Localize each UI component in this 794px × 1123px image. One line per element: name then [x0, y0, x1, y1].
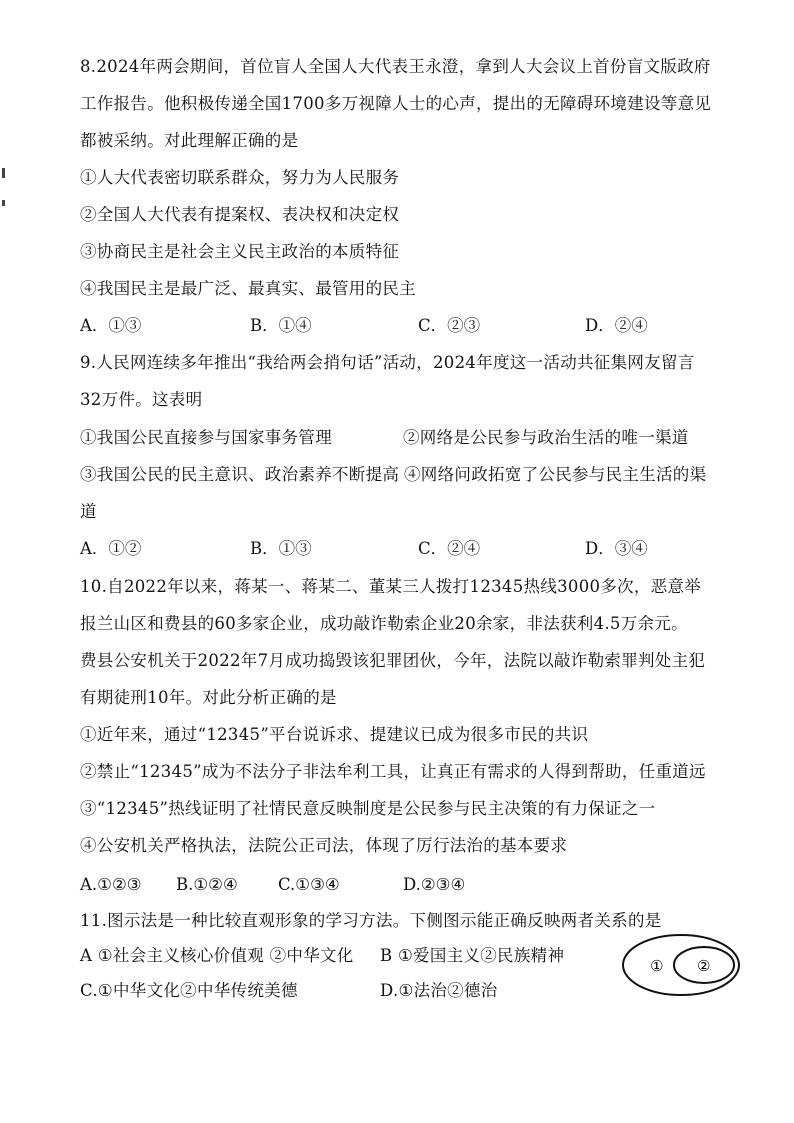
q11-option-d[interactable]: D.①法治②德治: [380, 981, 498, 1000]
q9-stem-line-2: 32万件。这表明: [80, 390, 203, 409]
q10-stem-line-4: 有期徒刑10年。对此分析正确的是: [80, 688, 337, 707]
q11-option-c[interactable]: C.①中华文化②中华传统美德: [80, 981, 298, 1000]
outer-ellipse: [623, 935, 739, 995]
q11-option-a[interactable]: A ①社会主义核心价值观 ②中华文化: [80, 946, 354, 965]
q9-statement-4: ④网络问政拓宽了公民参与民主生活的渠: [404, 465, 707, 484]
q9-statement-3: ③我国公民的民主意识、政治素养不断提高: [80, 465, 400, 484]
q9-stem-line-1: 9.人民网连续多年推出“我给两会捎句话”活动，2024年度这一活动共征集网友留言: [80, 353, 695, 372]
q9-option-b[interactable]: B．①③: [250, 539, 312, 558]
q8-statement-2: ②全国人大代表有提案权、表决权和决定权: [80, 205, 400, 224]
q10-stem-line-1: 10.自2022年以来，蒋某一、蒋某二、董某三人拨打12345热线3000多次，恶意举: [80, 577, 702, 596]
scan-edge-mark: [2, 168, 5, 178]
q9-option-a[interactable]: A．①②: [80, 539, 142, 558]
q10-statement-1: ①近年来，通过“12345”平台说诉求、提建议已成为很多市民的共识: [80, 725, 589, 744]
q8-option-a[interactable]: A．①③: [80, 316, 142, 335]
q8-option-c[interactable]: C．②③: [418, 316, 481, 335]
q8-statement-4: ④我国民主是最广泛、最真实、最管用的民主: [80, 279, 416, 298]
q8-stem-line-2: 工作报告。他积极传递全国1700多万视障人士的心声，提出的无障碍环境建设等意见: [80, 94, 712, 113]
q8-statement-3: ③协商民主是社会主义民主政治的本质特征: [80, 242, 400, 261]
q10-stem-line-2: 报兰山区和费县的60多家企业，成功敲诈勒索企业20余家，非法获利4.5万余元。: [80, 614, 688, 633]
q9-statement-1: ①我国公民直接参与国家事务管理: [80, 428, 332, 447]
q10-option-b[interactable]: B.①②④: [176, 875, 238, 894]
q8-stem-line-3: 都被采纳。对此理解正确的是: [80, 131, 299, 150]
relationship-diagram: [620, 932, 742, 998]
q8-statement-1: ①人大代表密切联系群众，努力为人民服务: [80, 168, 400, 187]
q8-option-b[interactable]: B．①④: [250, 316, 312, 335]
q11-stem: 11.图示法是一种比较直观形象的学习方法。下侧图示能正确反映两者关系的是: [80, 911, 662, 930]
q10-statement-2: ②禁止“12345”成为不法分子非法牟利工具，让真正有需求的人得到帮助，任重道远: [80, 762, 706, 781]
q10-option-c[interactable]: C.①③④: [278, 875, 340, 894]
q9-option-d[interactable]: D．③④: [585, 539, 648, 558]
q10-option-d[interactable]: D.②③④: [403, 875, 466, 894]
q9-statement-4-cont: 道: [80, 502, 97, 521]
q9-statement-2: ②网络是公民参与政治生活的唯一渠道: [403, 428, 689, 447]
scan-edge-mark: [2, 200, 5, 206]
outer-label: ①: [650, 957, 664, 975]
q10-stem-line-3: 费县公安机关于2022年7月成功捣毁该犯罪团伙，今年，法院以敲诈勒索罪判处主犯: [80, 651, 706, 670]
q8-stem-line-1: 8.2024年两会期间，首位盲人全国人大代表王永澄，拿到人大会议上首份盲文版政府: [80, 57, 711, 76]
q9-option-c[interactable]: C．②④: [418, 539, 481, 558]
q10-statement-3: ③“12345”热线证明了社情民意反映制度是公民参与民主决策的有力保证之一: [80, 799, 656, 818]
q8-option-d[interactable]: D．②④: [585, 316, 648, 335]
q11-option-b[interactable]: B ①爱国主义②民族精神: [380, 946, 565, 965]
q10-statement-4: ④公安机关严格执法，法院公正司法，体现了厉行法治的基本要求: [80, 836, 568, 855]
inner-label: ②: [697, 957, 711, 975]
q10-option-a[interactable]: A.①②③: [80, 875, 142, 894]
